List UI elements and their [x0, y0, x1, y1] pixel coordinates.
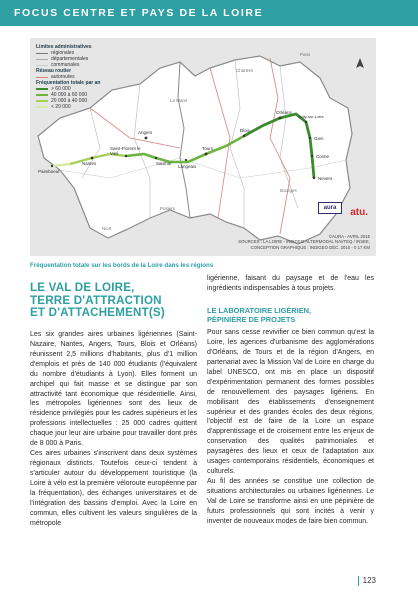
section-subtitle-line: PÉPINIÈRE DE PROJETS: [207, 314, 296, 324]
city-label-orleans: Orléans: [276, 110, 292, 115]
legend-label: 20 000 à 40 000: [51, 98, 88, 104]
line-swatch-icon: [36, 53, 48, 54]
city-label-paris: Paris: [300, 52, 311, 57]
legend-admin-title: Limites administratives: [36, 44, 92, 50]
map-legend: [36, 44, 128, 110]
city-label-bourges: Bourges: [280, 188, 297, 193]
aura-logo: aura: [318, 202, 342, 214]
city-label-angers: Angers: [138, 130, 153, 135]
right-column: [207, 274, 374, 527]
body-paragraph: Au fil des années se constitue une collection de situations architecturales ou urbaines ligériennes. Le Val de Loire se transforme ainsi en une pépinière de futurs professionnels qui sont incités à venir y inventer de nouveaux modes de faire bien commun.: [207, 478, 374, 526]
map-credits: ©AURA - AVRIL 2015 SOURCES : LA LOIRE - INDIGEO ALTERMODAL NAVTEQ / INSEE, CONCEPTION GRAPHIQUE : INDIGEO DÉC. 2010 - 0 17 KM: [238, 233, 370, 250]
city-label-gien: Gien: [314, 136, 324, 141]
city-label-cosne: Cosne: [316, 154, 330, 159]
article-title: [30, 282, 197, 320]
atu-logo-text: atu.: [350, 207, 368, 218]
city-label-sully: Sully-sur-Loire: [298, 114, 324, 119]
page-number: 123: [358, 576, 376, 586]
city-label-stflorent: Saint-Florent le Vieil: [110, 146, 141, 156]
body-paragraph: Pour sans cesse revivifier ce bien commun qu'est la Loire, les agences d'urbanisme des agglomérations d'Orléans, de Tours et de la région d'Angers, en partenariat avec la Mission Val de Loire en charge du label UNESCO, ont mis en place un dispositif d'expérimentation permanent des formes possibles de renouvellement des paysages ligériens. En mobilisant des établissements d'enseignement supérieur et des grandes écoles des deux régions, l'objectif est de faire de la Loire un espace d'apprentissage et de croisement entre les enjeux de conservation des qualités patrimoniales et paysagères des lieux et ceux de l'adaptation aux usages contemporains résidentiels, économiques et culturels.: [207, 328, 374, 476]
line-swatch-icon: [36, 65, 48, 66]
city-label-nevers: Nevers: [318, 176, 333, 181]
city-label-langeais: Langeais: [178, 164, 197, 169]
article-title-line: ET D'ATTACHEMENT(S): [30, 306, 165, 320]
legend-label: > 60 000: [51, 86, 71, 92]
line-swatch-icon: [36, 94, 48, 96]
legend-freq-title: Fréquentation totale par an: [36, 80, 101, 86]
legend-label: régionales: [51, 50, 75, 56]
body-paragraph: Ces aires urbaines s'inscrivent dans deux systèmes régionaux distincts. Toutefois ceux-ci tendent à s'articuler autour du développement touristique (la Loire à vélo est la première véloroute européenne par la fréquentation), des échanges universitaires et de l'intégration des bassins d'emploi. Avec la Loire en commun, elles cultivent les valeurs singulières de la métropole: [30, 450, 197, 527]
section-title: FOCUS CENTRE ET PAYS DE LA LOIRE: [14, 7, 264, 19]
section-header: [0, 0, 418, 26]
line-swatch-icon: [36, 100, 48, 102]
city-label-lemans: Le Mans: [170, 98, 188, 103]
city-label-blois: Blois: [240, 128, 250, 133]
city-label-paimboeuf: Paimboeuf: [38, 169, 60, 174]
section-subtitle: [207, 306, 374, 324]
legend-row: [36, 104, 128, 110]
body-paragraph: Les six grandes aires urbaines ligériennes (Saint-Nazaire, Nantes, Angers, Tours, Blois et Orléans) réunissent 2,5 millions d'habitants, plus d'1 million d'emplois et près de 140 000 étudiants (l'équivalent du nombre d'étudiants à Lyon). Elles forment un archipel qui fait masse et se distingue par son attractivité tant économique que résidentielle. Ainsi, les métropoles ligériennes sont des lieux de résidence privilégiés pour les cadres supérieurs et les professions intellectuelles : 25 000 cadres quittent chaque jour leur aire urbaine pour travailler dont près de 8 000 à Paris.: [30, 330, 197, 448]
city-label-saumur: Saumur: [156, 161, 172, 166]
map-caption: Fréquentation totale sur les bords de la Loire dans les régions: [30, 262, 214, 269]
legend-label: < 20 000: [51, 104, 71, 110]
line-swatch-icon: [36, 106, 48, 108]
line-swatch-icon: [36, 59, 48, 60]
city-label-nantes: Nantes: [82, 161, 97, 166]
city-label-poitiers: Poitiers: [160, 206, 176, 211]
legend-road-title: Réseau routier: [36, 68, 72, 74]
section-subtitle-line: LE LABORATOIRE LIGÉRIEN,: [207, 305, 312, 315]
city-label-niort: Niort: [102, 226, 112, 231]
body-paragraph: ligérienne, faisant du paysage et de l'eau les ingrédients indispensables à tous projets.: [207, 275, 374, 292]
legend-label: départementales: [51, 56, 89, 62]
city-label-tours: Tours: [202, 146, 214, 151]
legend-label: autoroutes: [51, 74, 75, 80]
line-swatch-icon: [36, 88, 48, 90]
line-swatch-icon: [36, 77, 48, 78]
legend-label: communales: [51, 62, 80, 68]
loire-map: [30, 38, 376, 256]
atu-logo: [350, 207, 368, 218]
city-label-chartres: Chartres: [236, 68, 254, 73]
left-column: [30, 282, 197, 529]
legend-label: 40 000 à 60 000: [51, 92, 88, 98]
article-title-line: TERRE D'ATTRACTION: [30, 293, 162, 307]
article-title-line: LE VAL DE LOIRE,: [30, 281, 135, 294]
